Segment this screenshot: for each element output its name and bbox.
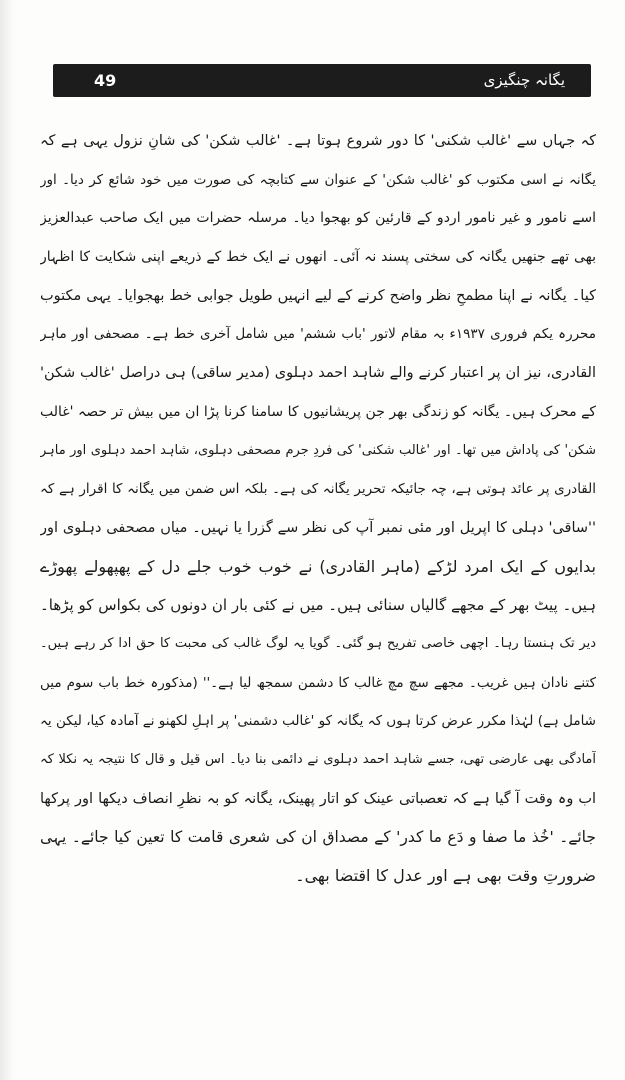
text-line: ہیں۔ پیٹ بھر کے مجھے گالیاں سنائی ہیں۔ میں نے کئی بار ان دونوں کی بکواس کو پڑھا۔ (40, 596, 596, 615)
text-line: القادری پر عائد ہوتی ہے، چہ جائیکہ تحریر یگانہ کی ہے۔ بلکہ اس ضمن میں یگانہ کا اقرار ہے کہ (40, 481, 596, 498)
text-line: یگانہ نے اسی مکتوب کو 'غالب شکن' کے عنوان سے کتابچہ کی صورت میں خود شائع کر دیا۔ اور (40, 171, 596, 188)
text-line: ''ساقی' دہلی کا اپریل اور مئی نمبر آپ کی نظر سے گزرا یا نہیں۔ میاں مصحفی دہلوی اور (40, 519, 596, 536)
text-line: اب وہ وقت آ گیا ہے کہ تعصباتی عینک کو اتار پھینک، یگانہ کو بہ نظرِ انصاف دیکھا اور پرکھا (40, 790, 596, 807)
text-line: القادری، نیز ان پر اعتبار کرنے والے شاہد احمد دہلوی (مدیر ساقی) ہی دراصل 'غالب شکن' (40, 365, 596, 382)
text-line: شامل ہے) لہٰذا مکرر عرض کرتا ہوں کہ یگانہ کو 'غالب دشمنی' پر اہلِ لکھنو نے آمادہ کیا، لیکن یہ (40, 713, 596, 730)
text-line: ضرورتِ وقت بھی ہے اور عدل کا اقتضا بھی۔ (295, 866, 596, 886)
text-line: آمادگی بھی عارضی تھی، جسے شاہد احمد دہلوی نے دائمی بنا دیا۔ اس قیل و قال کا نتیجہ یہ نکلا کہ (40, 752, 596, 767)
spine-shadow (0, 0, 14, 1080)
text-line: کیا۔ یگانہ نے اپنا مطمحِ نظر واضح کرنے کے لیے انہیں طویل جوابی خط بھجوایا۔ یہی مکتوب (40, 287, 596, 304)
running-title: یگانہ چنگیزی (483, 71, 565, 89)
page-number: 49 (94, 71, 117, 90)
text-line: دیر تک ہنستا رہا۔ اچھی خاصی تفریح ہو گئی۔ گویا یہ لوگ غالب کی محبت کا حق ادا کر رہے ہیں۔ (40, 635, 596, 651)
text-line: اسے نامور و غیر نامور اردو کے قارئین کو بھجوا دیا۔ مرسلہ حضرات میں ایک صاحب عبدالعزیز (40, 210, 596, 227)
text-line: کہ جہاں سے 'غالب شکنی' کا دور شروع ہوتا ہے۔ 'غالب شکن' کی شانِ نزول یہی ہے کہ (40, 133, 596, 149)
body-text (40, 122, 596, 896)
text-line: کتنے نادان ہیں غریب۔ مجھے سچ مچ غالب کا دشمن سمجھ لیا ہے۔'' (مذکورہ خط باب سوم میں (40, 674, 596, 691)
text-line: محررہ یکم فروری ۱۹۳۷ء بہ مقام لاتور 'باب ششم' میں شامل آخری خط ہے۔ مصحفی اور ماہر (40, 326, 596, 343)
text-line: شکن' کی پاداش میں تھا۔ اور 'غالب شکنی' کی فردِ جرم مصحفی دہلوی، شاہد احمد دہلوی اور ماہر (40, 442, 596, 458)
text-line: کے محرک ہیں۔ یگانہ کو زندگی بھر جن پریشانیوں کا سامنا کرنا پڑا ان میں بیش تر حصہ 'غالب (40, 403, 596, 420)
text-line: بدایوں کے ایک امرد لڑکے (ماہر القادری) نے خوب خوب جلے دل کے پھپھولے پھوڑے (40, 556, 596, 576)
text-line: بھی تھے جنھیں یگانہ کی سختی پسند نہ آئی۔ انھوں نے ایک خط کے ذریعے اپنی شکایت کا اظہار (40, 249, 596, 266)
text-line: جائے۔ 'خُذ ما صفا و دَع ما کدر' کے مصداق ان کی شعری قامت کا تعین کیا جائے۔ یہی (40, 828, 596, 847)
